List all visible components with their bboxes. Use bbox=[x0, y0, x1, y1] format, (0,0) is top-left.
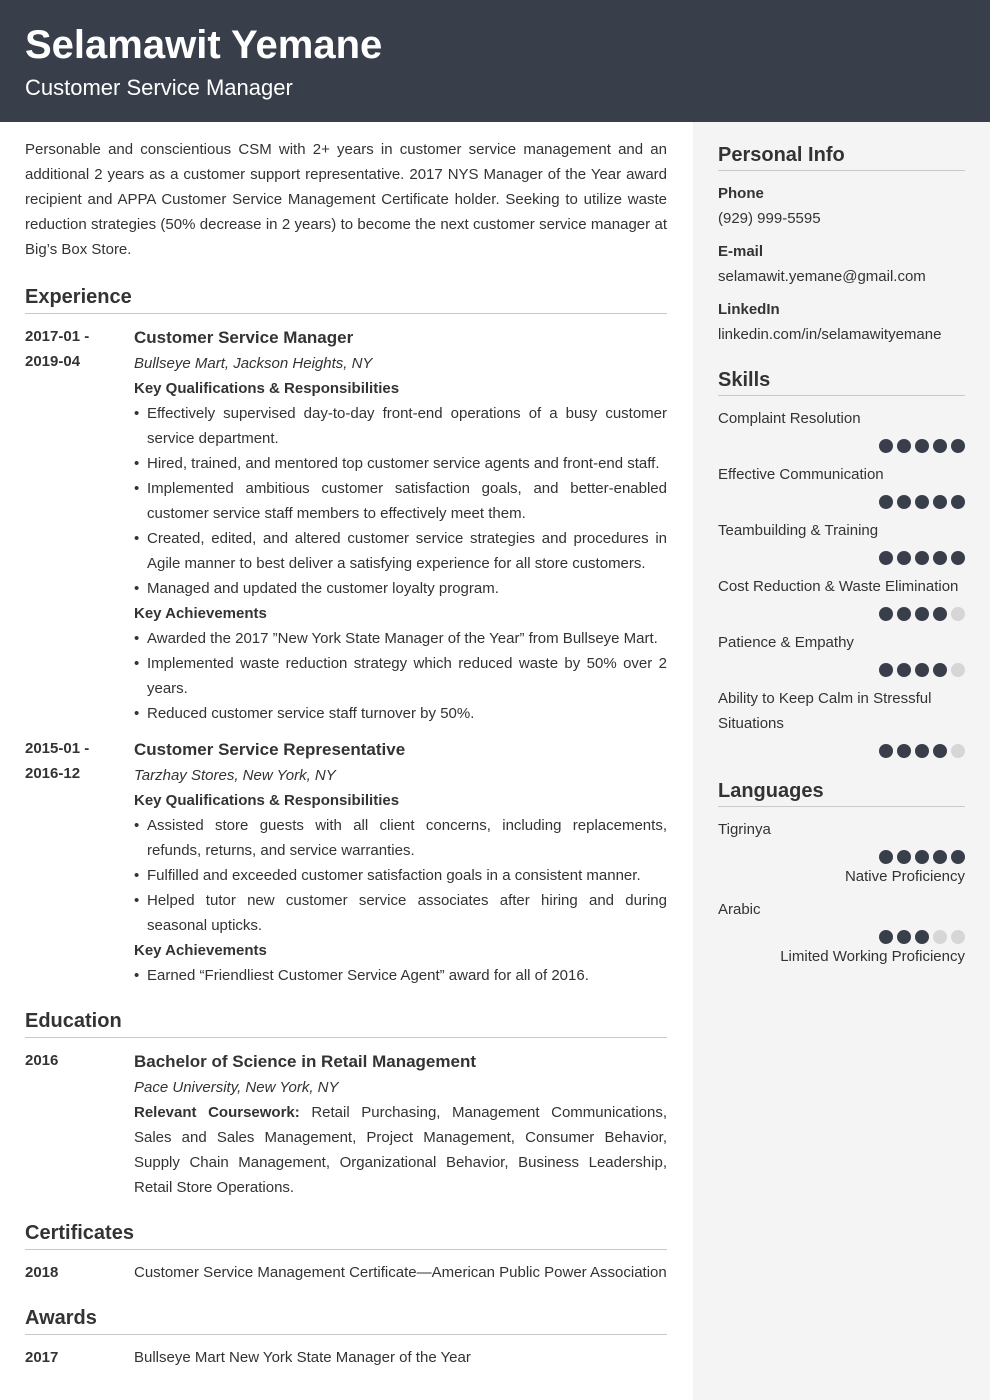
skill-item bbox=[718, 462, 965, 509]
achievements-heading: Key Achievements bbox=[134, 605, 267, 622]
email-label: E-mail bbox=[718, 243, 764, 260]
job-date-end: 2019-04 bbox=[25, 353, 81, 370]
rating-dot-filled bbox=[879, 663, 893, 677]
rating-dots bbox=[718, 551, 965, 565]
list-item: • Created, edited, and altered customer service strategies and procedures in Agile manner to best deliver a satisfying experience for all store customers. bbox=[134, 526, 667, 576]
personal-info-section bbox=[718, 142, 965, 347]
achievements-heading: Key Achievements bbox=[134, 942, 267, 959]
phone-value: (929) 999-5595 bbox=[718, 210, 821, 227]
rating-dots bbox=[718, 850, 965, 864]
language-item bbox=[718, 897, 965, 969]
rating-dot-filled bbox=[879, 744, 893, 758]
rating-dots bbox=[718, 663, 965, 677]
list-item: • Fulfilled and exceeded customer satisfaction goals in a consistent manner. bbox=[134, 863, 667, 888]
rating-dot-filled bbox=[951, 439, 965, 453]
skill-item bbox=[718, 406, 965, 453]
qualifications-heading: Key Qualifications & Responsibilities bbox=[134, 792, 400, 809]
candidate-title: Customer Service Manager bbox=[25, 75, 293, 100]
languages-section bbox=[718, 778, 965, 969]
education-section bbox=[25, 1008, 667, 1200]
certificate-date: 2018 bbox=[25, 1264, 59, 1281]
linkedin-value: linkedin.com/in/selamawityemane bbox=[718, 326, 942, 343]
skill-name: Cost Reduction & Waste Elimination bbox=[718, 578, 959, 595]
rating-dot-filled bbox=[879, 850, 893, 864]
award-entry bbox=[25, 1345, 667, 1370]
education-degree: Bachelor of Science in Retail Management bbox=[134, 1052, 476, 1071]
rating-dot-filled bbox=[915, 551, 929, 565]
experience-section bbox=[25, 284, 667, 988]
rating-dot-filled bbox=[897, 663, 911, 677]
list-item: • Implemented waste reduction strategy which reduced waste by 50% over 2 years. bbox=[134, 651, 667, 701]
rating-dots bbox=[718, 930, 965, 944]
rating-dot-empty bbox=[951, 607, 965, 621]
rating-dot-filled bbox=[897, 850, 911, 864]
rating-dot-filled bbox=[897, 744, 911, 758]
list-item: • Effectively supervised day-to-day front-end operations of a busy customer service department. bbox=[134, 401, 667, 451]
rating-dot-empty bbox=[951, 744, 965, 758]
rating-dot-empty bbox=[951, 663, 965, 677]
section-title-languages: Languages bbox=[718, 778, 965, 807]
rating-dot-filled bbox=[897, 607, 911, 621]
list-item: • Reduced customer service staff turnover by 50%. bbox=[134, 701, 667, 726]
rating-dot-filled bbox=[933, 439, 947, 453]
job-entry bbox=[25, 736, 667, 988]
certificates-section bbox=[25, 1220, 667, 1285]
qualifications-list bbox=[134, 813, 667, 938]
rating-dots bbox=[718, 495, 965, 509]
rating-dot-filled bbox=[915, 439, 929, 453]
award-text: Bullseye Mart New York State Manager of the Year bbox=[134, 1349, 471, 1366]
rating-dot-filled bbox=[915, 930, 929, 944]
job-organization: Tarzhay Stores, New York, NY bbox=[134, 767, 336, 784]
qualifications-list bbox=[134, 401, 667, 601]
job-dates bbox=[25, 736, 134, 988]
list-item: • Hired, trained, and mentored top customer service agents and front-end staff. bbox=[134, 451, 667, 476]
skill-item bbox=[718, 686, 965, 758]
rating-dot-filled bbox=[951, 551, 965, 565]
list-item: • Implemented ambitious customer satisfaction goals, and better-enabled customer service staff members to effectively meet them. bbox=[134, 476, 667, 526]
sidebar bbox=[693, 122, 990, 1400]
achievements-list bbox=[134, 963, 667, 988]
rating-dot-filled bbox=[951, 495, 965, 509]
job-date-start: 2017-01 - bbox=[25, 328, 90, 345]
rating-dot-filled bbox=[897, 439, 911, 453]
rating-dot-filled bbox=[933, 551, 947, 565]
candidate-name: Selamawit Yemane bbox=[25, 23, 383, 67]
rating-dot-filled bbox=[933, 663, 947, 677]
job-role: Customer Service Manager bbox=[134, 328, 354, 347]
language-item bbox=[718, 817, 965, 889]
education-school: Pace University, New York, NY bbox=[134, 1079, 339, 1096]
rating-dot-filled bbox=[897, 930, 911, 944]
education-entry bbox=[25, 1048, 667, 1200]
job-date-start: 2015-01 - bbox=[25, 740, 90, 757]
rating-dot-empty bbox=[951, 930, 965, 944]
rating-dot-filled bbox=[879, 930, 893, 944]
list-item: • Helped tutor new customer service associates after hiring and during seasonal upticks. bbox=[134, 888, 667, 938]
rating-dot-filled bbox=[915, 495, 929, 509]
skill-name: Patience & Empathy bbox=[718, 634, 854, 651]
rating-dots bbox=[718, 439, 965, 453]
phone-label: Phone bbox=[718, 185, 764, 202]
language-proficiency: Native Proficiency bbox=[844, 868, 965, 885]
rating-dot-filled bbox=[933, 607, 947, 621]
rating-dot-filled bbox=[951, 850, 965, 864]
rating-dot-filled bbox=[879, 551, 893, 565]
rating-dot-filled bbox=[879, 439, 893, 453]
resume-header bbox=[0, 0, 990, 122]
linkedin-label: LinkedIn bbox=[718, 301, 780, 318]
awards-section bbox=[25, 1305, 667, 1370]
qualifications-heading: Key Qualifications & Responsibilities bbox=[134, 380, 400, 397]
job-role: Customer Service Representative bbox=[134, 740, 406, 759]
section-title-skills: Skills bbox=[718, 367, 965, 396]
language-proficiency: Limited Working Proficiency bbox=[780, 948, 965, 965]
email-value: selamawit.yemane@gmail.com bbox=[718, 268, 926, 285]
rating-dots bbox=[718, 744, 965, 758]
rating-dot-filled bbox=[915, 850, 929, 864]
language-name: Tigrinya bbox=[718, 821, 771, 838]
skills-list bbox=[718, 406, 965, 758]
rating-dot-filled bbox=[879, 607, 893, 621]
job-dates bbox=[25, 324, 134, 726]
rating-dot-empty bbox=[933, 930, 947, 944]
skill-name: Effective Communication bbox=[718, 466, 884, 483]
list-item: • Earned “Friendliest Customer Service Agent” award for all of 2016. bbox=[134, 963, 667, 988]
section-title-experience: Experience bbox=[25, 284, 667, 314]
languages-list bbox=[718, 817, 965, 969]
rating-dot-filled bbox=[915, 744, 929, 758]
rating-dot-filled bbox=[897, 551, 911, 565]
skill-name: Complaint Resolution bbox=[718, 410, 861, 427]
achievements-list bbox=[134, 626, 667, 726]
award-date: 2017 bbox=[25, 1349, 59, 1366]
rating-dot-filled bbox=[915, 663, 929, 677]
main-column bbox=[25, 137, 667, 1370]
skill-item bbox=[718, 574, 965, 621]
skill-name: Ability to Keep Calm in Stressful Situations bbox=[718, 690, 932, 732]
rating-dot-filled bbox=[897, 495, 911, 509]
skill-item bbox=[718, 518, 965, 565]
skill-name: Teambuilding & Training bbox=[718, 522, 879, 539]
education-date: 2016 bbox=[25, 1052, 59, 1069]
list-item: • Managed and updated the customer loyalty program. bbox=[134, 576, 667, 601]
list-item: • Assisted store guests with all client concerns, including replacements, refunds, returns, and service warranties. bbox=[134, 813, 667, 863]
section-title-awards: Awards bbox=[25, 1305, 667, 1335]
rating-dot-filled bbox=[933, 495, 947, 509]
coursework-label: Relevant Coursework: bbox=[134, 1104, 300, 1121]
certificate-text: Customer Service Management Certificate—American Public Power Association bbox=[134, 1264, 667, 1281]
summary-text: Personable and conscientious CSM with 2+ years in customer service management and an additional 2 years as a customer support representative. 2017 NYS Manager of the Year award recipient and APPA Customer Service Management Certificate holder. Seeking to utilize waste reduction strategies (50% decrease in 2 years) to become the next customer service manager at Big’s Box Store. bbox=[25, 141, 667, 258]
rating-dot-filled bbox=[933, 744, 947, 758]
skills-section bbox=[718, 367, 965, 758]
rating-dots bbox=[718, 607, 965, 621]
rating-dot-filled bbox=[879, 495, 893, 509]
section-title-education: Education bbox=[25, 1008, 667, 1038]
job-organization: Bullseye Mart, Jackson Heights, NY bbox=[134, 355, 373, 372]
section-title-certificates: Certificates bbox=[25, 1220, 667, 1250]
section-title-personal-info: Personal Info bbox=[718, 142, 965, 171]
language-name: Arabic bbox=[718, 901, 761, 918]
certificate-entry bbox=[25, 1260, 667, 1285]
rating-dot-filled bbox=[933, 850, 947, 864]
list-item: • Awarded the 2017 ”New York State Manager of the Year” from Bullseye Mart. bbox=[134, 626, 667, 651]
rating-dot-filled bbox=[915, 607, 929, 621]
skill-item bbox=[718, 630, 965, 677]
job-date-end: 2016-12 bbox=[25, 765, 81, 782]
coursework-list: Retail Purchasing, Management Communications, Sales and Sales Management, Project Management, Consumer Behavior, Supply Chain Management, Organizational Behavior, Business Leadership, Retail Store Operations. bbox=[134, 1104, 667, 1196]
coursework bbox=[134, 1100, 667, 1200]
job-entry bbox=[25, 324, 667, 726]
